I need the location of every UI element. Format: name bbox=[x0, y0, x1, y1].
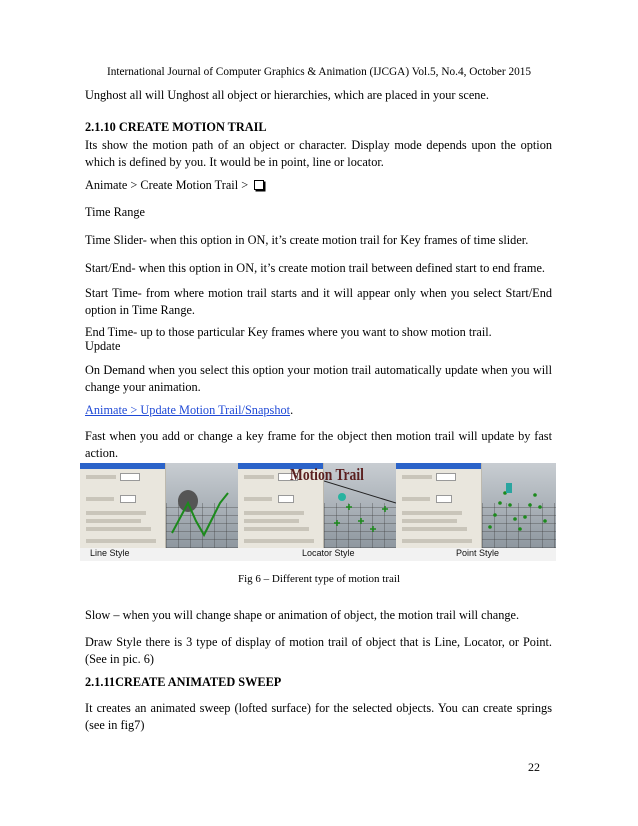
options-dialog-point bbox=[396, 463, 482, 548]
paragraph-on-demand: On Demand when you select this option your motion trail automatically update when you will change your animation. bbox=[85, 363, 552, 394]
paragraph-motion-trail: Its show the motion path of an object or character. Display mode depends upon the option which is defined by you. It would be in point, line or locator. bbox=[85, 138, 552, 169]
update-label: Update bbox=[85, 339, 121, 353]
figure-panel-point bbox=[396, 463, 556, 548]
figure-panel-locator bbox=[238, 463, 396, 548]
paragraph-start-time: Start Time- from where motion trail starts and it will appear only when you select Start/End option in Time Range. bbox=[85, 286, 552, 317]
update-link-line bbox=[85, 402, 552, 419]
label-locator-style: Locator Style bbox=[302, 548, 355, 558]
page-number: 22 bbox=[528, 760, 540, 774]
paragraph-fast: Fast when you add or change a key frame for the object then motion trail will update by fast action. bbox=[85, 429, 552, 460]
label-line-style: Line Style bbox=[90, 548, 130, 558]
journal-header: International Journal of Computer Graphics & Animation (IJCGA) Vol.5, No.4, October 2015 bbox=[106, 66, 532, 78]
menu-path-text: Animate > Create Motion Trail > bbox=[85, 178, 249, 192]
motion-trail-overlay-title: Motion Trail bbox=[290, 465, 364, 484]
viewport-line bbox=[166, 463, 238, 548]
menu-path-create-motion-trail bbox=[85, 177, 552, 194]
time-range-label: Time Range bbox=[85, 205, 146, 219]
update-link-suffix: . bbox=[290, 403, 294, 417]
option-box-icon bbox=[254, 180, 264, 190]
paragraph-draw-style: Draw Style there is 3 type of display of motion trail of object that is Line, Locator, or Point. (See in pic. 6) bbox=[85, 635, 552, 666]
paragraph-end-time: End Time- up to those particular Key frames where you want to show motion trail. bbox=[85, 325, 492, 339]
heading-create-animated-sweep: 2.1.11CREATE ANIMATED SWEEP bbox=[85, 675, 282, 689]
paragraph-slow: Slow – when you will change shape or animation of object, the motion trail will change. bbox=[85, 608, 520, 622]
figure-motion-trail-styles bbox=[80, 463, 556, 561]
figure-caption: Fig 6 – Different type of motion trail bbox=[237, 573, 401, 585]
heading-create-motion-trail: 2.1.10 CREATE MOTION TRAIL bbox=[85, 120, 267, 134]
update-motion-trail-link[interactable]: Animate > Update Motion Trail/Snapshot bbox=[85, 403, 291, 417]
paragraph-time-slider: Time Slider- when this option in ON, it’s create motion trail for Key frames of time slider. bbox=[85, 233, 529, 247]
paragraph-start-end: Start/End- when this option in ON, it’s create motion trail between defined start to end frame. bbox=[85, 261, 545, 275]
paragraph-animated-sweep: It creates an animated sweep (lofted surface) for the selected objects. You can create springs (see in fig7) bbox=[85, 701, 552, 732]
paragraph-unghost: Unghost all will Unghost all object or hierarchies, which are placed in your scene. bbox=[85, 88, 489, 102]
viewport-point bbox=[482, 463, 556, 548]
figure-panel-line bbox=[80, 463, 238, 548]
label-point-style: Point Style bbox=[456, 548, 500, 558]
options-dialog-line bbox=[80, 463, 166, 548]
